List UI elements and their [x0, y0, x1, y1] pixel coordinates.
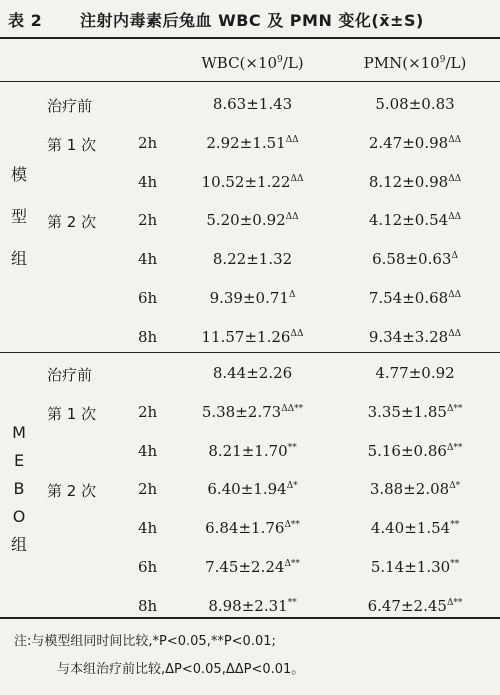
wbc-significance-mark: **	[287, 442, 297, 453]
pmn-significance-mark: Δ**	[446, 597, 463, 608]
group-label-mebo	[8, 425, 30, 553]
wbc-cell	[165, 173, 340, 191]
wbc-value: 8.22±1.32	[212, 250, 293, 269]
wbc-value: 9.39±0.71	[209, 289, 289, 307]
wbc-cell	[165, 250, 340, 268]
wbc-value: 2.92±1.51	[206, 133, 286, 152]
header-pmn-label: PMN(×10	[363, 54, 440, 72]
pmn-significance-mark: ΔΔ	[448, 328, 462, 339]
pmn-value: 6.47±2.45	[367, 596, 447, 615]
pmn-value: 6.58±0.63	[372, 250, 452, 269]
wbc-significance-mark: ΔΔ	[285, 134, 299, 145]
pmn-value: 5.16±0.86	[367, 441, 447, 460]
pmn-cell	[330, 134, 500, 152]
pmn-significance-mark: ΔΔ	[448, 212, 462, 223]
wbc-value: 5.38±2.73	[201, 402, 282, 421]
pmn-cell	[330, 480, 500, 498]
wbc-cell	[165, 597, 340, 615]
pmn-value: 4.77±0.92	[375, 364, 455, 382]
header-rule	[0, 81, 500, 82]
wbc-significance-mark: ΔΔ	[290, 328, 304, 339]
wbc-significance-mark: Δ*	[286, 481, 298, 492]
row-stage-label: 第 1 次	[47, 404, 97, 423]
pmn-significance-mark: Δ	[451, 251, 458, 262]
row-time-label: 4h	[138, 519, 158, 538]
pmn-value: 8.12±0.98	[368, 172, 449, 191]
wbc-value: 5.20±0.92	[206, 211, 286, 230]
pmn-significance-mark: **	[450, 559, 460, 569]
pmn-value: 4.40±1.54	[370, 519, 451, 538]
wbc-cell	[165, 328, 340, 346]
wbc-cell	[165, 289, 340, 307]
row-time-label: 2h	[138, 480, 158, 499]
header-pmn	[330, 54, 500, 72]
pmn-value: 2.47±0.98	[368, 133, 449, 152]
wbc-significance-mark: ΔΔ	[285, 212, 299, 223]
pmn-cell	[330, 250, 500, 268]
pmn-value: 3.35±1.85	[367, 402, 447, 421]
pmn-significance-mark: ΔΔ	[448, 173, 462, 184]
group-label-model	[8, 167, 30, 267]
pmn-significance-mark: Δ*	[449, 481, 461, 492]
row-time-label: 2h	[138, 402, 158, 421]
row-stage-label: 第 2 次	[47, 213, 97, 232]
pmn-cell	[330, 558, 500, 576]
group-label-char: 模	[10, 165, 27, 184]
wbc-cell	[165, 403, 340, 421]
row-time-label: 4h	[138, 441, 158, 460]
row-stage-label: 治疗前	[47, 97, 93, 115]
pmn-cell	[330, 95, 500, 113]
row-time-label: 4h	[138, 172, 158, 191]
pmn-significance-mark: **	[450, 520, 460, 531]
pmn-significance-mark: ΔΔ	[448, 290, 462, 300]
header-wbc	[165, 54, 340, 72]
header-pmn-exponent: 9	[439, 55, 446, 65]
row-time-label: 4h	[138, 250, 158, 269]
group-label-char: 组	[10, 535, 27, 554]
wbc-value: 7.45±2.24	[205, 558, 285, 576]
wbc-significance-mark: ΔΔ	[290, 173, 304, 184]
pmn-significance-mark: Δ**	[446, 442, 463, 453]
row-stage-label: 第 2 次	[47, 482, 97, 501]
group-separator-rule	[0, 352, 500, 353]
pmn-cell	[330, 519, 500, 537]
wbc-cell	[165, 134, 340, 152]
pmn-significance-mark: ΔΔ	[448, 134, 462, 145]
wbc-value: 6.40±1.94	[207, 480, 287, 499]
header-pmn-unit: /L)	[445, 54, 467, 72]
pmn-cell	[330, 597, 500, 615]
row-time-label: 2h	[138, 133, 158, 152]
wbc-value: 11.57±1.26	[201, 327, 291, 346]
bottom-rule	[0, 617, 500, 619]
top-rule	[0, 37, 500, 39]
pmn-cell	[330, 442, 500, 460]
pmn-cell	[330, 328, 500, 346]
row-stage-label: 治疗前	[47, 366, 93, 384]
wbc-significance-mark: Δ**	[284, 520, 300, 531]
pmn-cell	[330, 211, 500, 229]
group-label-char: M	[12, 423, 26, 442]
wbc-significance-mark: Δ	[288, 290, 296, 300]
group-label-char: O	[12, 507, 26, 526]
wbc-cell	[165, 480, 340, 498]
wbc-cell	[165, 364, 340, 382]
wbc-significance-mark: **	[287, 597, 297, 608]
header-wbc-exponent: 9	[277, 55, 283, 65]
footnote-significance-vs-baseline: 与本组治疗前比较,ΔP<0.05,ΔΔP<0.01。	[57, 662, 305, 677]
pmn-cell	[330, 403, 500, 421]
group-label-char: 型	[10, 207, 27, 226]
row-time-label: 6h	[138, 289, 158, 307]
wbc-value: 10.52±1.22	[201, 172, 291, 191]
footnote-significance-vs-model: 注:与模型组同时间比较,*P<0.05,**P<0.01;	[14, 634, 276, 649]
wbc-cell	[165, 211, 340, 229]
row-time-label: 6h	[138, 558, 158, 576]
pmn-value: 5.08±0.83	[375, 95, 455, 113]
header-wbc-label: WBC(×10	[201, 54, 278, 72]
wbc-cell	[165, 442, 340, 460]
group-label-char: E	[13, 451, 25, 470]
wbc-cell	[165, 558, 340, 576]
table-caption: 注射内毒素后兔血 WBC 及 PMN 变化(x̄±S)	[80, 11, 424, 30]
pmn-cell	[330, 173, 500, 191]
wbc-value: 6.84±1.76	[205, 519, 285, 538]
table-label: 表 2	[8, 11, 43, 30]
header-wbc-unit: /L)	[282, 54, 304, 72]
wbc-significance-mark: Δ**	[284, 559, 300, 569]
row-time-label: 2h	[138, 211, 158, 230]
wbc-value: 8.63±1.43	[212, 95, 293, 113]
pmn-value: 9.34±3.28	[368, 327, 449, 346]
wbc-cell	[165, 95, 340, 113]
group-label-char: 组	[10, 249, 27, 268]
pmn-value: 5.14±1.30	[370, 558, 451, 576]
group-label-char: B	[13, 479, 25, 498]
row-stage-label: 第 1 次	[47, 135, 97, 154]
wbc-significance-mark: ΔΔ**	[281, 403, 304, 414]
wbc-cell	[165, 519, 340, 537]
wbc-value: 8.44±2.26	[212, 364, 293, 382]
pmn-cell	[330, 289, 500, 307]
pmn-cell	[330, 364, 500, 382]
row-time-label: 8h	[138, 327, 158, 346]
wbc-value: 8.98±2.31	[208, 596, 288, 615]
pmn-value: 3.88±2.08	[369, 480, 450, 499]
row-time-label: 8h	[138, 596, 158, 615]
wbc-value: 8.21±1.70	[208, 441, 288, 460]
pmn-value: 7.54±0.68	[368, 289, 449, 307]
pmn-value: 4.12±0.54	[368, 211, 449, 230]
pmn-significance-mark: Δ**	[446, 403, 463, 414]
